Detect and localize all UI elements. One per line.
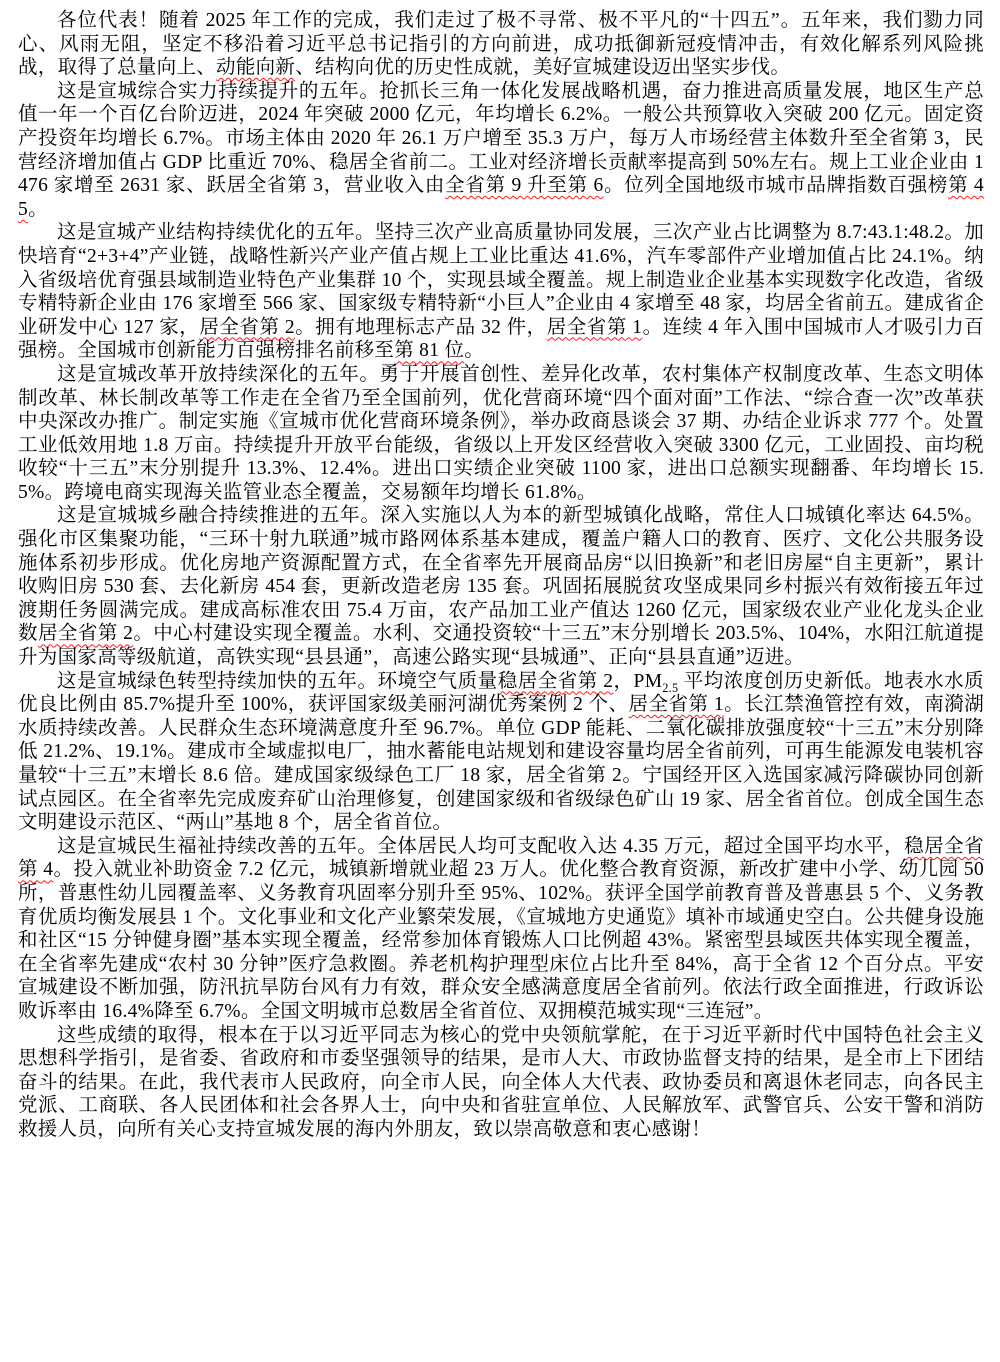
spellcheck-underline: 稳居全省第 4: [18, 835, 984, 881]
spellcheck-underline: 第 81 位: [394, 340, 465, 362]
text-run: 。长江禁渔管控有效，南漪湖水质持续改善。人民群众生态环境满意度升至 96.7%。单位 GDP 能耗、二氧化碳排放强度较“十三五”末分别降低 21.2%、19.1%。建成市全域虚拟电厂，抽水蓄能电站规划和建设容量均居全省前列，可再生能源发电装机容量较“十三五”末增长 8.6 倍。建成国家级绿色工厂 18 家，居全省第 2。宁国经开区入选国家减污降碳协同创新试点园区。在全省率先完成废弃矿山治理修复，创建国家级和省级绿色矿山 19 家、居全省首位。创成全国生态文明建设示范区、“两山”基地 8 个，居全省首位。: [18, 694, 984, 834]
text-run: 这是宣城绿色转型持续加快的五年。环境空气质量: [57, 670, 498, 692]
spellcheck-underline: 全省第 9 升至第 6: [445, 175, 604, 197]
text-run: 平均浓度创历史新低。地表水水质优良比例由 85.7%提升至 100%，获评国家级美丽河湖优秀案例 2 个、: [18, 670, 984, 716]
spellcheck-underline: 居全省第 1: [628, 694, 724, 716]
text-run: 。连续 4 年入围中国城市人才吸引力百强榜。全国城市创新能力百强榜排名前移至: [18, 316, 985, 362]
text-run: 这些成绩的取得，根本在于以习近平同志为核心的党中央领航掌舵，在于习近平新时代中国特色社会主义思想科学指引，是省委、省政府和市委坚强领导的结果，是市人大、市政协监督支持的结果，是全市上下团结奋斗的结果。在此，我代表市人民政府，向全市人民，向全体人大代表、政协委员和离退休老同志，向各民主党派、工商联、各人民团体和社会各界人士，向中央和省驻宣单位、人民解放军、武警官兵、公安干警和消防救援人员，向所有关心支持宣城发展的海内外朋友，致以崇高敬意和衷心感谢！: [18, 1024, 984, 1140]
spellcheck-underline: 稳居全省第 2: [497, 670, 614, 692]
text-run: 。中心村建设实现全覆盖。水利、交通投资较“十三五”末分别增长 203.5%、104%，水阳江航道提升为国家高等级航道，高铁实现“县县通”，高速公路实现“县城通”、正向“县县直通”迈进。: [18, 623, 984, 669]
paragraph: [18, 80, 984, 222]
paragraph: [18, 363, 984, 505]
text-run: 。拥有地理标志产品 32 件，: [295, 316, 547, 338]
text-run: 。投入就业补助资金 7.2 亿元，城镇新增就业超 23 万人。优化整合教育资源，新改扩建中小学、幼儿园 50 所，普惠性幼儿园覆盖率、义务教育巩固率分别升至 95%、102%。获评全国学前教育普及普惠县 5 个、义务教育优质均衡发展县 1 个。文化事业和文化产业繁荣发展，《宣城地方史通览》填补市域通史空白。公共健身设施和社区“15 分钟健身圈”基本实现全覆盖，经常参加体育锻炼人口比例超 43%。紧密型县域医共体实现全覆盖，在全省率先建成“农村 30 分钟”医疗急救圈。养老机构护理型床位占比升至 84%，高于全省 12 个百分点。平安宣城建设不断加强，防汛抗旱防台风有力有效，群众安全感满意度居全省前列。依法行政全面推进，行政诉讼败诉率由 16.4%降至 6.7%。全国文明城市总数居全省首位、双拥模范城实现“三连冠”。: [18, 859, 985, 1022]
spellcheck-underline: 居全省第 1: [546, 316, 643, 338]
text-run: 这是宣城综合实力持续提升的五年。抢抓长三角一体化发展战略机遇，奋力推进高质量发展，地区生产总值一年一个百亿台阶迈进，2024 年突破 2000 亿元，年均增长 6.2%。一般公共预算收入突破 200 亿元。固定资产投资年均增长 6.7%。市场主体由 2020 年 26.1 万户增至 35.3 万户，每万人市场经营主体数升至全省第 3，民营经济增加值占 GDP 比重近 70%、稳居全省前二。工业对经济增长贡献率提高到 50%左右。规上工业企业由 1476 家增至 2631 家、跃居全省第 3，营业收入由: [18, 80, 984, 197]
paragraph: [18, 1024, 984, 1142]
text-run: 这是宣城民生福祉持续改善的五年。全体居民人均可支配收入达 4.35 万元，超过全国平均水平，: [57, 835, 905, 857]
report-body: [18, 9, 984, 1142]
text-run: 。: [464, 340, 485, 362]
spellcheck-underline: 第 45: [18, 175, 984, 220]
paragraph: [18, 504, 984, 669]
text-run: 这是宣城改革开放持续深化的五年。勇于开展首创性、差异化改革，农村集体产权制度改革、生态文明体制改革、林长制改革等工作走在全省乃至全国前列，优化营商环境“四个面对面”工作法、“综合查一次”改革获中央深改办推广。制定实施《宣城市优化营商环境条例》，举办政商恳谈会 37 期、办结企业诉求 777 个。处置工业低效用地 1.8 万亩。持续提升开放平台能级，省级以上开发区经营收入突破 3300 亿元，工业固投、亩均税收较“十三五”末分别提升 13.3%、12.4%。进出口实绩企业突破 1100 家，进出口总额实现翻番、年均增长 15.5%。跨境电商实现海关监管业态全覆盖，交易额年均增长 61.8%。: [18, 363, 984, 503]
spellcheck-underline: 居全省第 2: [37, 623, 134, 645]
paragraph: [18, 9, 984, 80]
text-run: 这是宣城城乡融合持续推进的五年。深入实施以人为本的新型城镇化战略，常住人口城镇化率达 64.5%。强化市区集聚功能，“三环十射九联通”城市路网体系基本建成，覆盖户籍人口的教育、医疗、文化公共服务设施体系初步形成。优化房地产资源配置方式，在全省率先开展商品房“以旧换新”和老旧房屋“自主更新”，累计收购旧房 530 套、去化新房 454 套，更新改造老房 135 套。巩固拓展脱贫攻坚成果同乡村振兴有效衔接五年过渡期任务圆满完成。建成高标准农田 75.4 万亩，农产品加工业产值达 1260 亿元，国家级农业产业化龙头企业数: [18, 505, 984, 645]
text-run: 这是宣城产业结构持续优化的五年。坚持三次产业高质量协同发展，三次产业占比调整为 8.7:43.1:48.2。加快培育“2+3+4”产业链，战略性新兴产业产值占规上工业比重达 41.6%，汽车零部件产业增加值占比 24.1%。纳入省级培优育强县域制造业特色产业集群 10 个，实现县域全覆盖。规上制造业企业基本实现数字化改造，省级专精特新企业由 176 家增至 566 家、国家级专精特新“小巨人”企业由 4 家增至 48 家，均居全省前五。建成省企业研发中心 127 家，: [18, 222, 984, 338]
paragraph: [18, 670, 984, 835]
text-run: 。: [28, 198, 48, 220]
paragraph: [18, 835, 984, 1024]
spellcheck-underline: 动能向新: [216, 57, 296, 79]
subscript-text: 2.5: [662, 680, 679, 695]
text-run: 。位列全国地级市城市品牌指数百强榜: [603, 175, 949, 197]
text-run: 、结构向优的历史性成就，美好宣城建设迈出坚实步伐。: [295, 57, 791, 79]
text-run: 各位代表！随着 2025 年工作的完成，我们走过了极不寻常、极不平凡的“十四五”。五年来，我们勠力同心、风雨无阻，坚定不移沿着习近平总书记指引的方向前进，成功抵御新冠疫情冲击，有效化解系列风险挑战，取得了总量向上、: [18, 10, 984, 79]
spellcheck-underline: 居全省第 2: [199, 316, 295, 338]
paragraph: [18, 221, 984, 363]
text-run: ，PM: [613, 670, 663, 692]
